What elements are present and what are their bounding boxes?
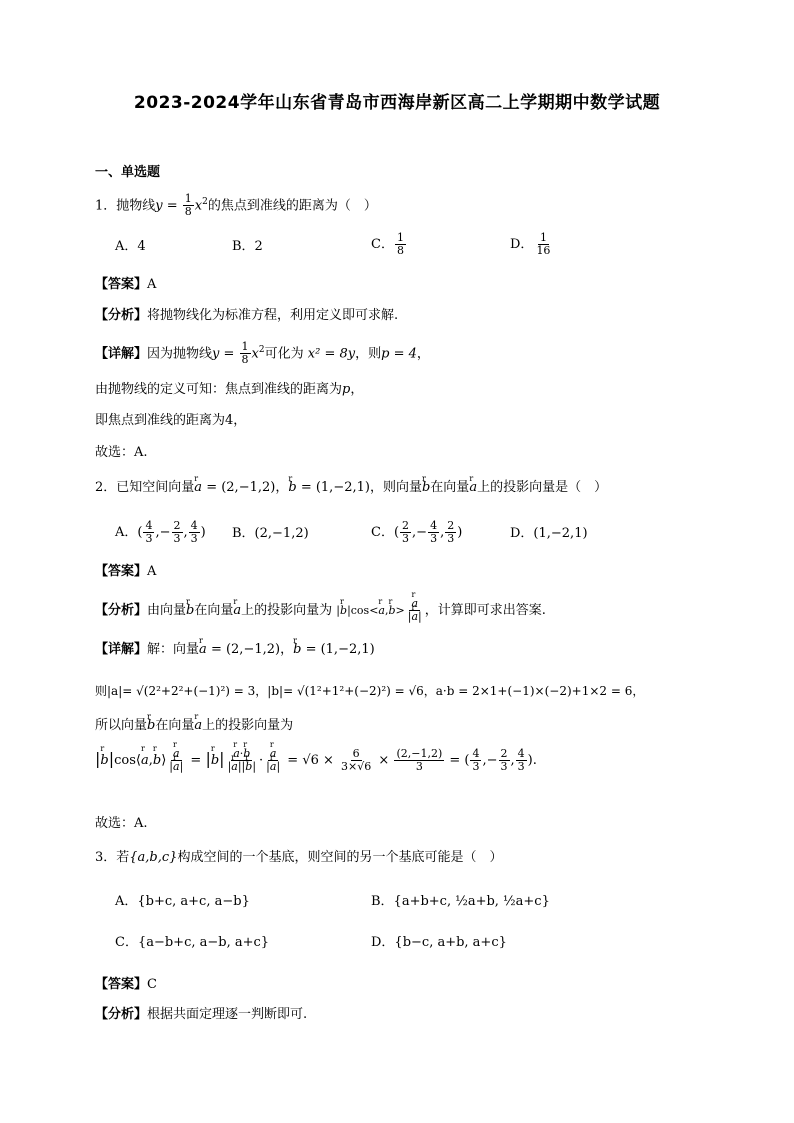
q1-answer-value: A — [147, 277, 157, 292]
q1-detail-eq-x: x — [251, 346, 259, 362]
q1-detail-p: p = 4 — [381, 346, 417, 362]
q2-option-c-label: C． — [371, 525, 394, 540]
q2-projection-line: 所以向量r b在向量r a上的投影向量为 — [95, 716, 293, 736]
q2-b-value: = (1,−2,1) — [300, 480, 370, 495]
q1-analysis-tag: 【分析】 — [95, 308, 148, 323]
q3-answer-tag: 【答案】 — [95, 977, 148, 992]
q2-analysis-mid2: 上的投影向量为 — [241, 603, 333, 618]
q2-stem-mid: ，则向量 — [369, 480, 422, 495]
q3-option-c: C．{a−b+c, a−b, a+c} — [115, 935, 270, 950]
q1-answer — [95, 275, 156, 295]
q2-detail-tag: 【详解】 — [95, 642, 148, 657]
q2-detail-text: 解：向量 — [147, 642, 200, 657]
q1-frac-den: 8 — [184, 205, 192, 219]
q1-fraction — [183, 193, 194, 218]
q1-answer-tag: 【答案】 — [95, 277, 148, 292]
q2-a-value: = (2,−1,2) — [206, 480, 276, 495]
q2-answer-value: A — [147, 564, 157, 579]
q1-detail-end: ， — [416, 346, 430, 362]
q1-detail-tag: 【详解】 — [95, 346, 148, 362]
q1-detail-frac-den: 8 — [241, 353, 249, 367]
q1-eq-y: y = — [155, 198, 178, 214]
q1-analysis-text: 将抛物线化为标准方程，利用定义即可求解. — [147, 308, 399, 323]
q1-option-c-den: 8 — [396, 244, 404, 257]
page-title: 2023-2024学年山东省青岛市西海岸新区高二上学期期中数学试题 — [133, 93, 661, 113]
q1-detail: 【详解】因为抛物线y = $\frac{1}{8}$ $x^2$可化为 x² = 8y，则p = 4， — [95, 340, 430, 367]
q2-choose: 故选：A. — [95, 816, 148, 831]
q2-analysis-tag: 【分析】 — [95, 603, 148, 618]
q1-line2-p: p — [342, 382, 351, 397]
q2-stem-pre: 2．已知空间向量 — [95, 480, 195, 495]
q2-option-a-label: A． — [115, 525, 138, 540]
q1-line3: 即焦点到准线的距离为4， — [95, 413, 247, 428]
q3-analysis-tag: 【分析】 — [95, 1007, 148, 1022]
q1-eq-x: x — [194, 198, 203, 214]
q1-option-b: B．2 — [232, 239, 263, 254]
q2-proj-mid: 在向量 — [155, 718, 195, 733]
q3-analysis-text: 根据共面定理逐一判断即可. — [147, 1007, 308, 1022]
q2-calc: 则|a|= √(2²+2²+(−1)²) = 3，|b|= √(1²+1²+(−2)²) = √6，a·b = 2×1+(−1)×(−2)+1×2 = 6， — [95, 684, 645, 698]
q3-analysis — [95, 1005, 307, 1025]
q2-proj-end: 上的投影向量为 — [202, 718, 294, 733]
q1-option-d — [510, 232, 553, 257]
q1-choose: 故选：A. — [95, 445, 148, 460]
q1-frac-num: 1 — [184, 192, 192, 206]
q1-analysis — [95, 306, 398, 326]
q2-option-c: C．( $\frac{2}{3}$ ,− $\frac{4}{3}$ , $\frac{2}{3}$ ) — [371, 519, 463, 545]
q2-analysis-mid: 在向量 — [194, 603, 234, 618]
q2-big-equation: |r b|cos⟨r a,r b⟩ r $\frac{a}{\text{|r a|}}$ = |r b| r $\frac{\text{a·r b}}{\text{|r a||r b|}}$ · r $\frac{a}{\text{|r a|}}$ = √6 × $\frac{6}{3\times√6}$ × $\frac{(2,-1,2)}{3}$ = ( $\frac{4}{3}$ ,− $\frac{2}{3}$ , $\frac{4}{3}$ ). — [95, 748, 537, 773]
q1-option-d-num: 1 — [539, 231, 547, 244]
q2-option-b: B．(2,−1,2) — [232, 526, 309, 541]
q1-detail-eq2: x² = 8y — [307, 346, 356, 362]
q3-option-a: A．{b+c, a+c, a−b} — [115, 894, 250, 909]
q1-detail-pre: 因为抛物线 — [147, 346, 213, 362]
q1-stem-post: 的焦点到准线的距离为（ ） — [207, 198, 377, 214]
q1-line2-end: ， — [350, 382, 364, 397]
q1-stem-prefix: 1．抛物线 — [95, 198, 156, 214]
q1-detail-mid: 可化为 — [264, 346, 304, 362]
q2-answer-tag: 【答案】 — [95, 564, 148, 579]
q2-stem-end: 上的投影向量是（ ） — [477, 480, 608, 495]
q3-stem-end: 构成空间的一个基底，则空间的另一个基底可能是（ ） — [177, 850, 503, 865]
q1-option-c — [371, 232, 407, 257]
q2-analysis-end: ，计算即可求出答案. — [424, 603, 546, 618]
q2-detail-b-value: = (1,−2,1) — [305, 642, 375, 657]
q3-option-b: B．{a+b+c, ½a+b, ½a+c} — [371, 894, 550, 909]
q2-stem-mid2: 在向量 — [430, 480, 470, 495]
q1-option-d-label: D． — [510, 237, 534, 252]
q2-proj-pre: 所以向量 — [95, 718, 148, 733]
q3-stem-set: {a,b,c} — [129, 850, 178, 865]
q1-detail-frac-num: 1 — [241, 340, 249, 354]
q1-line2 — [95, 380, 363, 400]
q3-answer — [95, 975, 157, 995]
q1-option-c-label: C． — [371, 237, 394, 252]
q1-option-c-num: 1 — [396, 231, 404, 244]
q3-stem — [95, 848, 502, 868]
q2-answer — [95, 562, 156, 582]
q2-detail: 【详解】解：向量r a = (2,−1,2)，r b = (1,−2,1) — [95, 640, 375, 660]
q1-option-a: A．4 — [115, 239, 146, 254]
q1-stem: 1．抛物线y = $\frac{1}{8}$ $x^2$的焦点到准线的距离为（ ） — [95, 192, 377, 219]
q1-detail-mid2: ，则 — [355, 346, 382, 362]
q2-option-d: D．(1,−2,1) — [510, 526, 588, 541]
q1-line2-text: 由抛物线的定义可知：焦点到准线的距离为 — [95, 382, 343, 397]
q2-analysis: 【分析】由向量r b在向量r a上的投影向量为 |r b|cos<r a,r b> r $\frac{a}{\text{|r a|}}$ ，计算即可求出答案. — [95, 598, 546, 623]
q3-answer-value: C — [147, 977, 157, 992]
q2-analysis-pre: 由向量 — [147, 603, 187, 618]
q1-detail-eq-y: y = — [212, 346, 235, 362]
section-heading: 一、单选题 — [95, 165, 161, 180]
q2-option-a: A．( $\frac{4}{3}$ ,− $\frac{2}{3}$ , $\frac{4}{3}$ ) — [115, 519, 206, 545]
q3-option-d: D．{b−c, a+b, a+c} — [371, 935, 507, 950]
q3-stem-pre: 3．若 — [95, 850, 130, 865]
q1-option-d-den: 16 — [536, 244, 551, 257]
q2-detail-a-value: = (2,−1,2) — [210, 642, 281, 657]
q2-stem: 2．已知空间向量r a = (2,−1,2)，r b = (1,−2,1)，则向量r b在向量r a上的投影向量是（ ） — [95, 478, 607, 498]
